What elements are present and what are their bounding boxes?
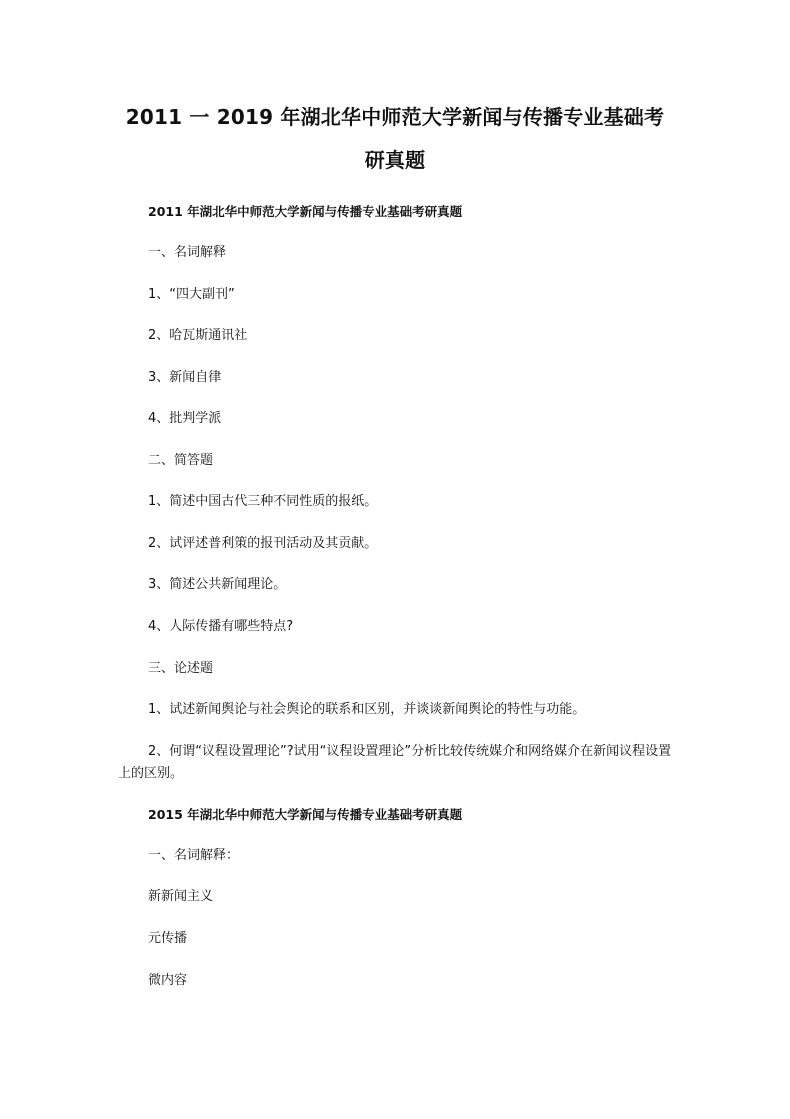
- list-item: 元传播: [148, 931, 188, 946]
- section-heading-2015: 2015 年湖北华中师范大学新闻与传播专业基础考研真题: [148, 807, 463, 822]
- list-item: 1、试述新闻舆论与社会舆论的联系和区别，并谈谈新闻舆论的特性与功能。: [148, 702, 586, 717]
- list-item: 2、试评述普利策的报刊活动及其贡献。: [148, 536, 378, 551]
- list-item: 2、何谓“议程设置理论”?试用“议程设置理论”分析比较传统媒介和网络媒介在新闻议程设置上的区别。: [118, 744, 672, 781]
- part-title-short-answer: 二、简答题: [148, 453, 214, 468]
- list-item: 3、新闻自律: [148, 370, 222, 385]
- list-item: 微内容: [148, 973, 188, 988]
- list-item: 3、简述公共新闻理论。: [148, 577, 287, 592]
- document-title-line-1: 2011 一 2019 年湖北华中师范大学新闻与传播专业基础考: [125, 105, 665, 129]
- section-heading-2011: 2011 年湖北华中师范大学新闻与传播专业基础考研真题: [148, 204, 463, 219]
- document-title-line-2: 研真题: [364, 148, 426, 172]
- list-item: 4、人际传播有哪些特点?: [148, 619, 294, 634]
- part-title-essay: 三、论述题: [148, 661, 214, 676]
- list-item: 新新闻主义: [148, 889, 214, 904]
- part-title-terms: 一、名词解释：: [148, 848, 240, 863]
- list-item: 1、简述中国古代三种不同性质的报纸。: [148, 494, 378, 509]
- list-item: 2、哈瓦斯通讯社: [148, 328, 248, 343]
- list-item: 4、批判学派: [148, 411, 222, 426]
- part-title-terms: 一、名词解释: [148, 245, 227, 260]
- list-item: 1、“四大副刊”: [148, 287, 235, 302]
